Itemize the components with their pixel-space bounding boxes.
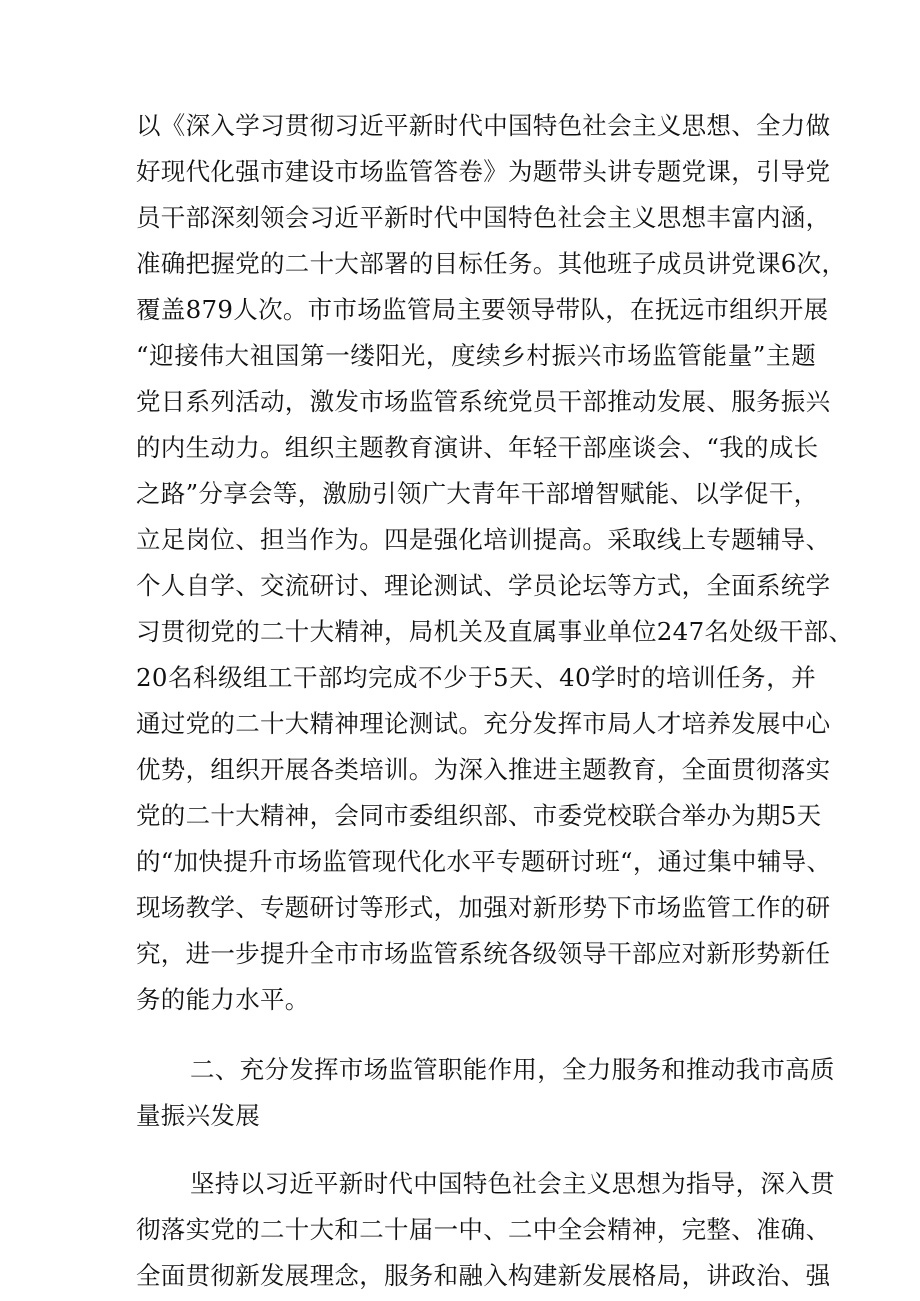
text-line: 彻落实党的二十大和二十届一中、二中全会精神，完整、准确、: [136, 1215, 831, 1244]
text-line: 全面贯彻新发展理念，服务和融入构建新发展格局，讲政治、强: [136, 1261, 831, 1290]
text-line: 现场教学、专题研讨等形式，加强对新形势下市场监管工作的研: [136, 893, 831, 922]
text-line: 覆盖879人次。市市场监管局主要领导带队，在抚远市组织开展: [136, 295, 829, 324]
text-line: 之路”分享会等，激励引领广大青年干部增智赋能、以学促干，: [136, 479, 819, 508]
text-line: 习贯彻党的二十大精神，局机关及直属事业单位247名处级干部、: [136, 617, 854, 646]
text-line: 党日系列活动，激发市场监管系统党员干部推动发展、服务振兴: [136, 387, 831, 416]
text-line: “迎接伟大祖国第一缕阳光，度续乡村振兴市场监管能量”主题: [136, 341, 816, 370]
text-line: 究，进一步提升全市市场监管系统各级领导干部应对新形势新任: [136, 939, 831, 968]
text-line: 好现代化强市建设市场监管答卷》为题带头讲专题党课，引导党: [136, 157, 831, 186]
text-line: 的内生动力。组织主题教育演讲、年轻干部座谈会、“我的成长: [136, 433, 819, 462]
text-line: 员干部深刻领会习近平新时代中国特色社会主义思想丰富内涵，: [136, 203, 831, 232]
heading-line: 量振兴发展: [136, 1101, 260, 1130]
text-line: 坚持以习近平新时代中国特色社会主义思想为指导，深入贯: [190, 1169, 835, 1198]
text-line: 务的能力水平。: [136, 985, 310, 1014]
text-line: 通过党的二十大精神理论测试。充分发挥市局人才培养发展中心: [136, 709, 831, 738]
text-line: 党的二十大精神，会同市委组织部、市委党校联合举办为期5天: [136, 801, 822, 830]
heading-line: 二、充分发挥市场监管职能作用，全力服务和推动我市高质: [190, 1055, 835, 1084]
text-line: 立足岗位、担当作为。四是强化培训提高。采取线上专题辅导、: [136, 525, 831, 554]
text-line: 优势，组织开展各类培训。为深入推进主题教育，全面贯彻落实: [136, 755, 831, 784]
text-line: 准确把握党的二十大部署的目标任务。其他班子成员讲党课6次，: [136, 249, 847, 278]
text-line: 个人自学、交流研讨、理论测试、学员论坛等方式，全面系统学: [136, 571, 831, 600]
text-line: 的“加快提升市场监管现代化水平专题研讨班“，通过集中辅导、: [136, 847, 832, 876]
text-line: 20名科级组工干部均完成不少于5天、40学时的培训任务，并: [136, 663, 816, 692]
text-line: 以《深入学习贯彻习近平新时代中国特色社会主义思想、全力做: [136, 111, 831, 140]
